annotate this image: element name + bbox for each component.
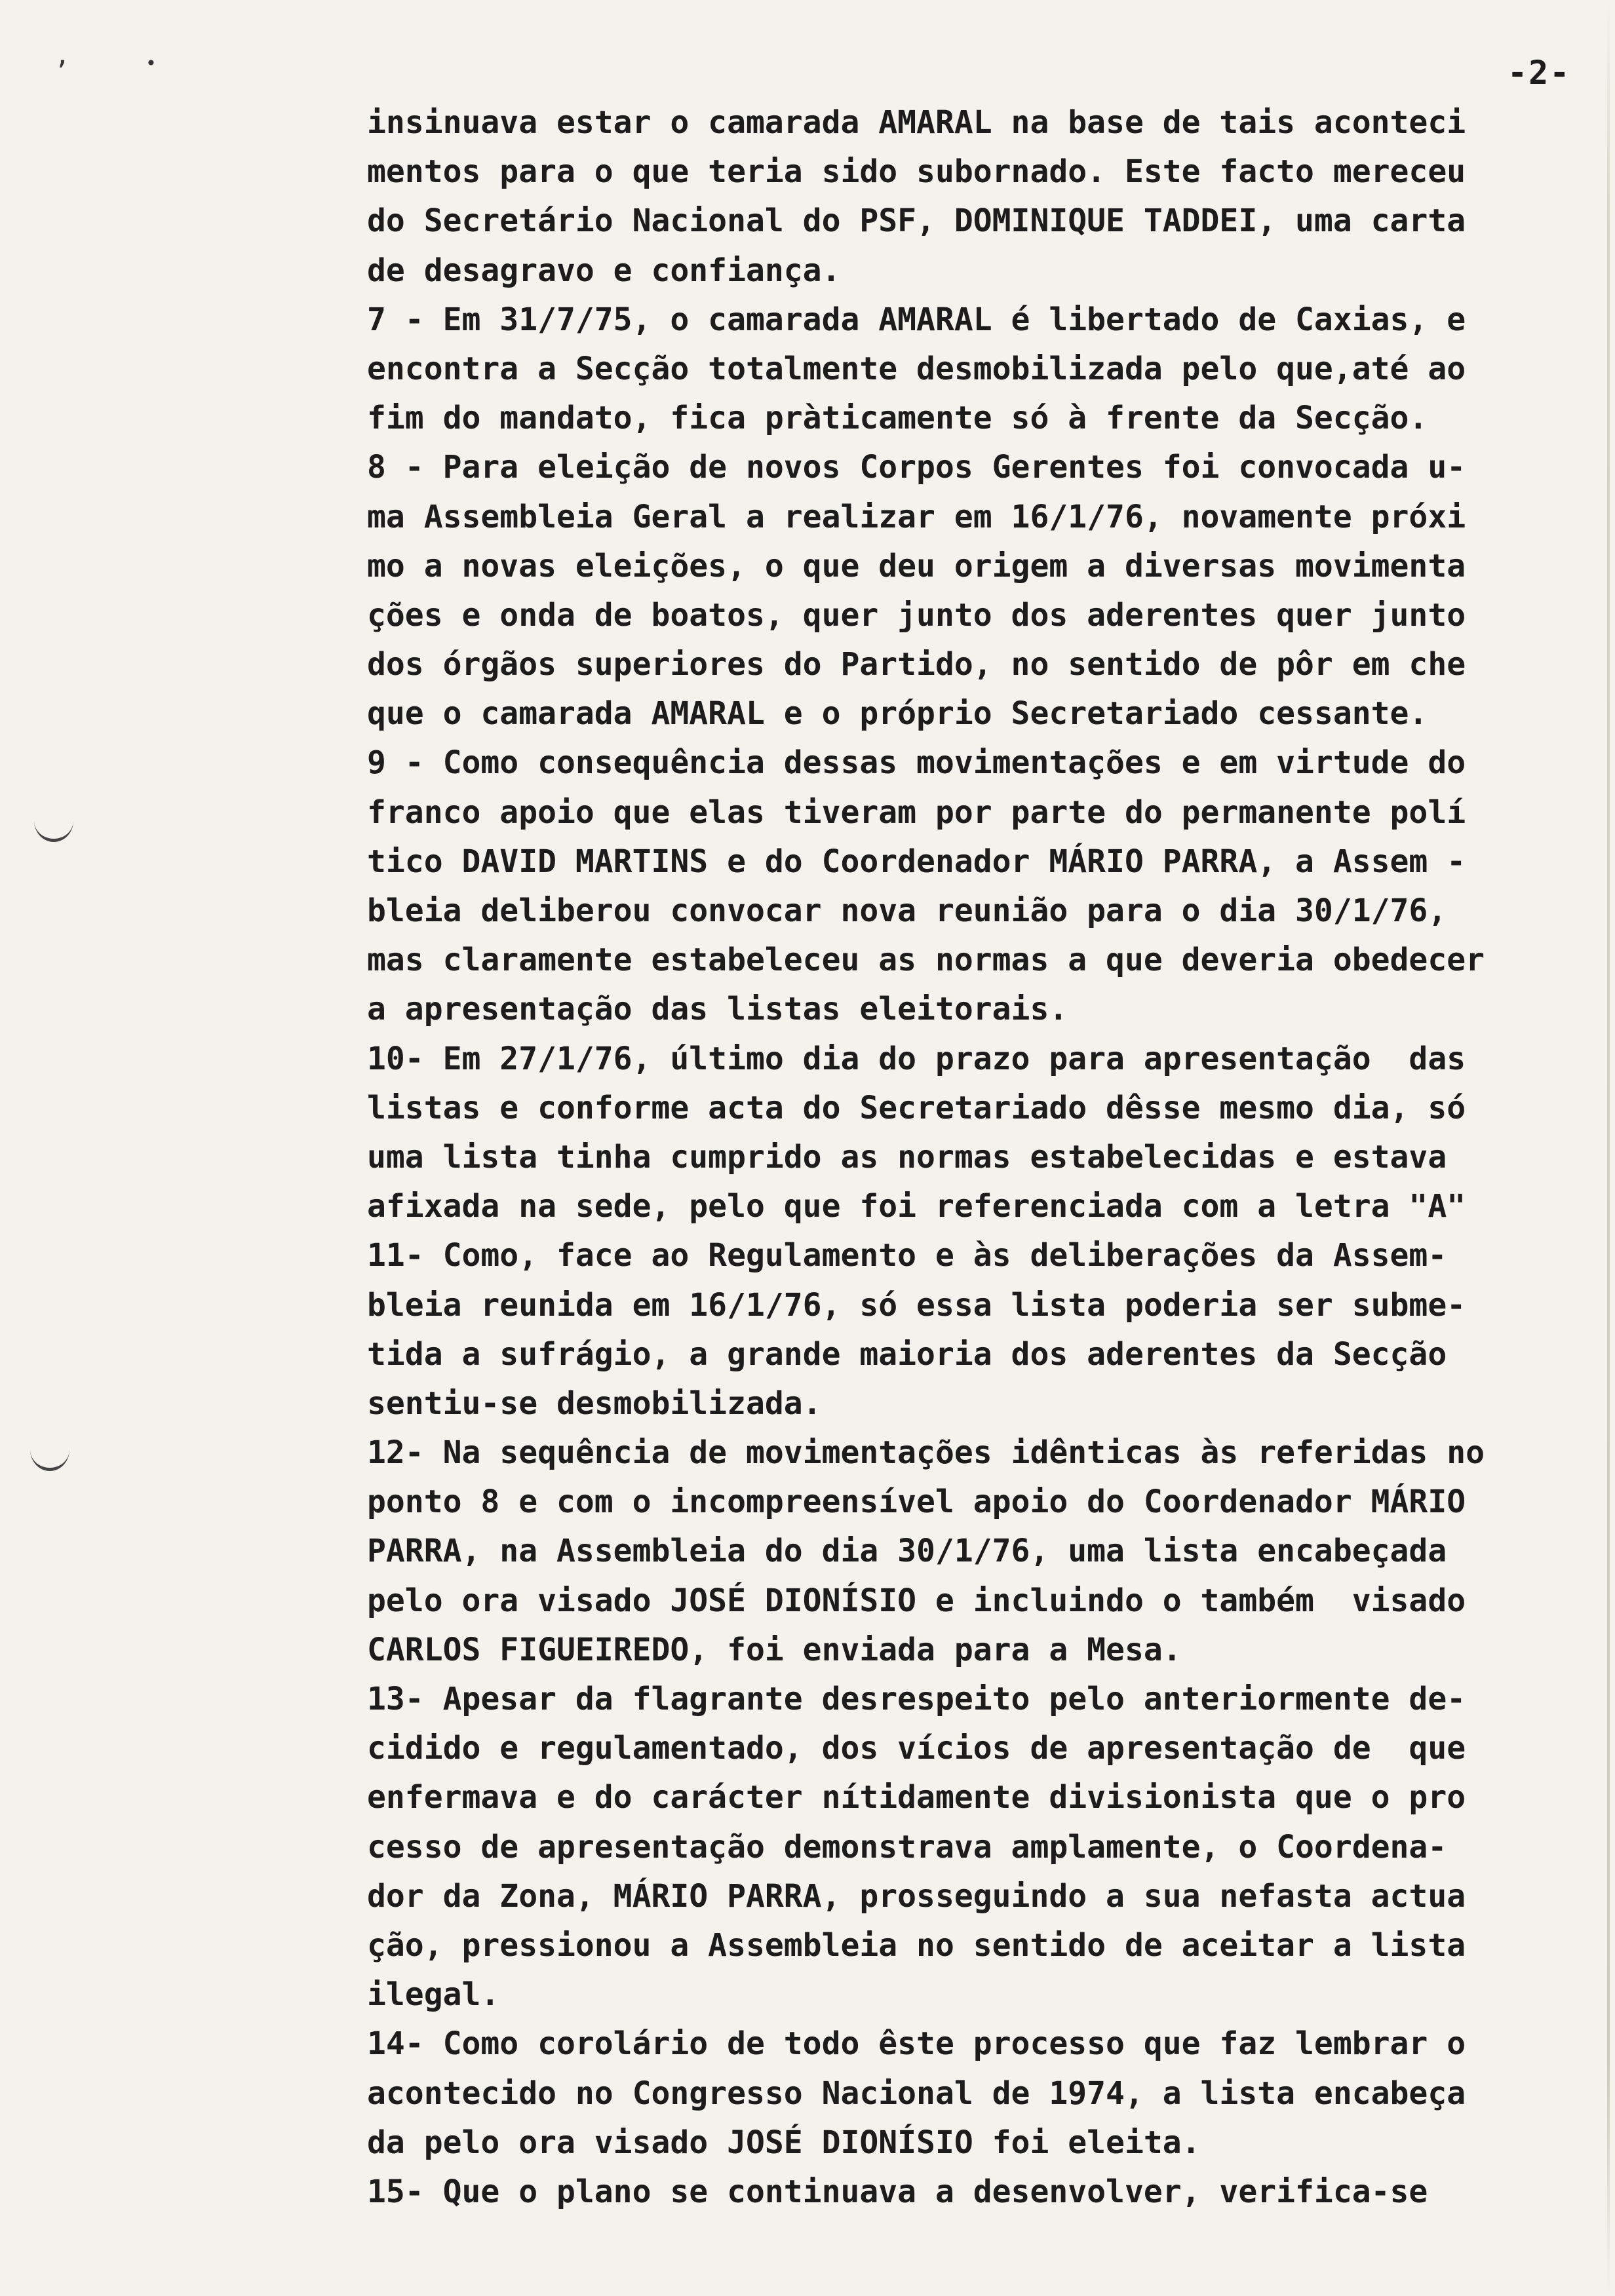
text-line: mo a novas eleições, o que deu origem a diversas movimenta (367, 547, 1466, 584)
punch-hole-upper (34, 799, 73, 842)
text-line: ções e onda de boatos, quer junto dos aderentes quer junto (367, 596, 1466, 634)
text-line: CARLOS FIGUEIREDO, foi enviada para a Mesa. (367, 1631, 1182, 1668)
text-line: 9 - Como consequência dessas movimentações e em virtude do (367, 744, 1466, 782)
text-line: de desagravo e confiança. (367, 252, 841, 289)
text-line: fim do mandato, fica pràticamente só à frente da Secção. (367, 400, 1428, 437)
margin-dot-mark: • (146, 52, 157, 74)
text-line: da pelo ora visado JOSÉ DIONÍSIO foi eleita. (367, 2124, 1201, 2161)
text-line: ção, pressionou a Assembleia no sentido de aceitar a lista (367, 1926, 1466, 1964)
text-line: cesso de apresentação demonstrava amplamente, o Coordena- (367, 1828, 1447, 1866)
text-line: pelo ora visado JOSÉ DIONÍSIO e incluindo o também visado (367, 1582, 1466, 1619)
text-line: bleia deliberou convocar nova reunião para o dia 30/1/76, (367, 892, 1447, 929)
paper-edge-shadow (1607, 0, 1610, 2296)
text-line: dos órgãos superiores do Partido, no sentido de pôr em che (367, 646, 1466, 683)
text-line: a apresentação das listas eleitorais. (367, 991, 1068, 1028)
text-line: mas claramente estabeleceu as normas a que deveria obedecer (367, 942, 1485, 979)
margin-tick-mark: ʼ (54, 56, 70, 86)
text-line: 8 - Para eleição de novos Corpos Gerentes foi convocada u- (367, 449, 1466, 486)
text-line: listas e conforme acta do Secretariado dêsse mesmo dia, só (367, 1089, 1466, 1126)
text-line: PARRA, na Assembleia do dia 30/1/76, uma lista encabeçada (367, 1533, 1447, 1570)
text-line: tico DAVID MARTINS e do Coordenador MÁRIO PARRA, a Assem - (367, 843, 1466, 880)
text-line: uma lista tinha cumprido as normas estabelecidas e estava (367, 1138, 1447, 1176)
text-line: 7 - Em 31/7/75, o camarada AMARAL é libertado de Caxias, e (367, 301, 1466, 338)
text-line: afixada na sede, pelo que foi referenciada com a letra "A" (367, 1188, 1466, 1225)
text-line: tida a sufrágio, a grande maioria dos aderentes da Secção (367, 1335, 1447, 1373)
text-line: franco apoio que elas tiveram por parte do permanente polí (367, 794, 1466, 831)
text-line: mentos para o que teria sido subornado. Este facto mereceu (367, 153, 1466, 191)
text-line: cidido e regulamentado, dos vícios de apresentação de que (367, 1730, 1466, 1767)
typewritten-body (367, 98, 1547, 2217)
text-line: 10- Em 27/1/76, último dia do prazo para apresentação das (367, 1040, 1466, 1077)
text-line: 15- Que o plano se continuava a desenvolver, verifica-se (367, 2173, 1428, 2210)
text-line: ponto 8 e com o incompreensível apoio do Coordenador MÁRIO (367, 1483, 1466, 1521)
text-line: ilegal. (367, 1976, 500, 2014)
text-line: acontecido no Congresso Nacional de 1974, a lista encabeça (367, 2075, 1466, 2112)
punch-hole-lower (30, 1428, 69, 1471)
text-line: do Secretário Nacional do PSF, DOMINIQUE TADDEI, uma carta (367, 202, 1466, 240)
text-line: enfermava e do carácter nítidamente divisionista que o pro (367, 1779, 1466, 1816)
text-line: sentiu-se desmobilizada. (367, 1385, 822, 1422)
text-line: bleia reunida em 16/1/76, só essa lista poderia ser subme- (367, 1286, 1466, 1324)
text-line: 13- Apesar da flagrante desrespeito pelo anteriormente de- (367, 1681, 1466, 1717)
page-number: -2- (1508, 54, 1571, 92)
text-line: que o camarada AMARAL e o próprio Secretariado cessante. (367, 695, 1428, 733)
text-line: 14- Como corolário de todo êste processo que faz lembrar o (367, 2025, 1466, 2063)
text-line: dor da Zona, MÁRIO PARRA, prosseguindo a sua nefasta actua (367, 1877, 1466, 1915)
text-line: ma Assembleia Geral a realizar em 16/1/76, novamente próxi (367, 498, 1466, 535)
text-line: 11- Como, face ao Regulamento e às deliberações da Assem- (367, 1237, 1447, 1274)
text-line: 12- Na sequência de movimentações idênticas às referidas no (367, 1434, 1485, 1472)
text-line: encontra a Secção totalmente desmobilizada pelo que,até ao (367, 350, 1466, 387)
text-line: insinuava estar o camarada AMARAL na base de tais aconteci (367, 104, 1466, 141)
